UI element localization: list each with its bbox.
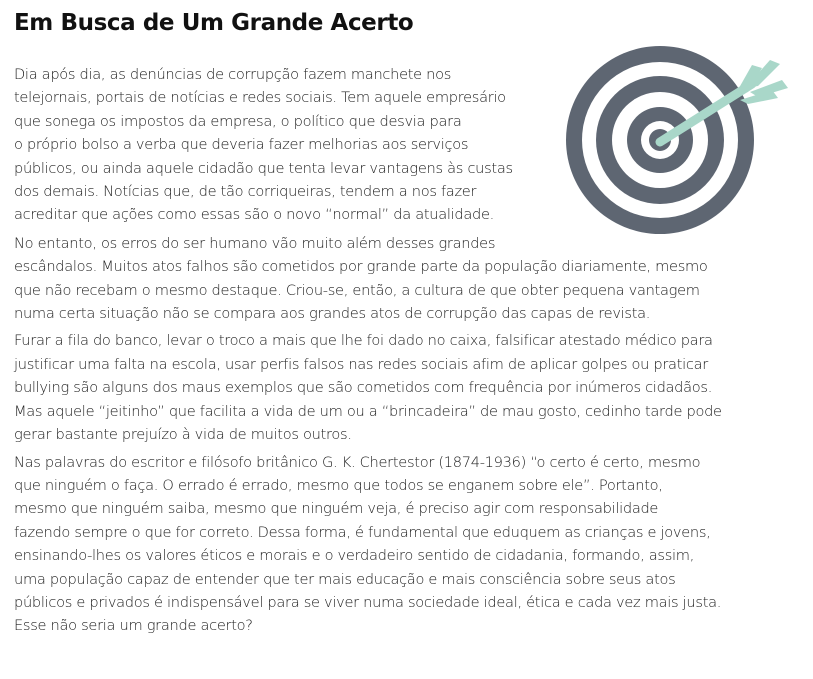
text-line: numa certa situação não se compara aos grandes atos de corrupção das capas de revista.: [14, 305, 651, 323]
text-line: justificar uma falta na escola, usar perfis falsos nas redes sociais afim de aplicar golpes ou praticar: [14, 355, 708, 373]
text-line: uma população capaz de entender que ter mais educação e mais consciência sobre seus atos: [14, 570, 676, 588]
text-line: que sonega os impostos da empresa, o político que desvia para: [14, 112, 462, 130]
paragraph-4: [14, 451, 722, 638]
text-line: No entanto, os erros do ser humano vão muito além desses grandes: [14, 234, 496, 252]
text-line: acreditar que ações como essas são o novo “normal” da atualidade.: [14, 206, 494, 224]
article-body: [14, 63, 722, 638]
paragraph-1: [14, 63, 722, 227]
text-line: gerar bastante prejuízo à vida de muitos outros.: [14, 426, 352, 444]
text-line: Furar a fila do banco, levar o troco a mais que lhe foi dado no caixa, falsificar atestado médico para: [14, 332, 713, 350]
text-line: que ninguém o faça. O errado é errado, mesmo que todos se enganem sobre ele”. Portanto,: [14, 476, 663, 494]
paragraph-3: [14, 329, 722, 446]
text-line: telejornais, portais de notícias e redes sociais. Tem aquele empresário: [14, 89, 506, 107]
text-line: Mas aquele “jeitinho” que facilita a vida de um ou a “brincadeira” de mau gosto, cedinho tarde pode: [14, 402, 722, 420]
text-line: dos demais. Notícias que, de tão corriqueiras, tendem a nos fazer: [14, 183, 477, 201]
text-line: fazendo sempre o que for correto. Dessa forma, é fundamental que eduquem as crianças e jovens,: [14, 523, 711, 541]
text-line: Nas palavras do escritor e filósofo britânico G. K. Chertestor (1874-1936) “o certo é certo, mesmo: [14, 453, 701, 471]
text-line: mesmo que ninguém saiba, mesmo que ninguém veja, é preciso agir com responsabilidade: [14, 500, 659, 518]
text-line: bullying são alguns dos maus exemplos que são cometidos com frequência por inúmeros cidadãos.: [14, 379, 713, 397]
text-line: ensinando-lhes os valores éticos e morais e o verdadeiro sentido de cidadania, formando, assim,: [14, 547, 695, 565]
text-line: escândalos. Muitos atos falhos são cometidos por grande parte da população diariamente, mesmo: [14, 258, 708, 276]
paragraph-2: [14, 232, 722, 326]
page-title: Em Busca de Um Grande Acerto: [14, 10, 414, 36]
text-line: o próprio bolso a verba que deveria fazer melhorias aos serviços: [14, 136, 469, 154]
text-line: Esse não seria um grande acerto?: [14, 617, 253, 635]
text-line: Dia após dia, as denúncias de corrupção fazem manchete nos: [14, 66, 452, 83]
text-line: que não recebam o mesmo destaque. Criou-se, então, a cultura de que obter pequena vantagem: [14, 281, 700, 299]
text-line: públicos, ou ainda aquele cidadão que tenta levar vantagens às custas: [14, 159, 513, 177]
text-line: públicos e privados é indispensável para se viver numa sociedade ideal, ética e cada vez mais justa.: [14, 593, 722, 611]
